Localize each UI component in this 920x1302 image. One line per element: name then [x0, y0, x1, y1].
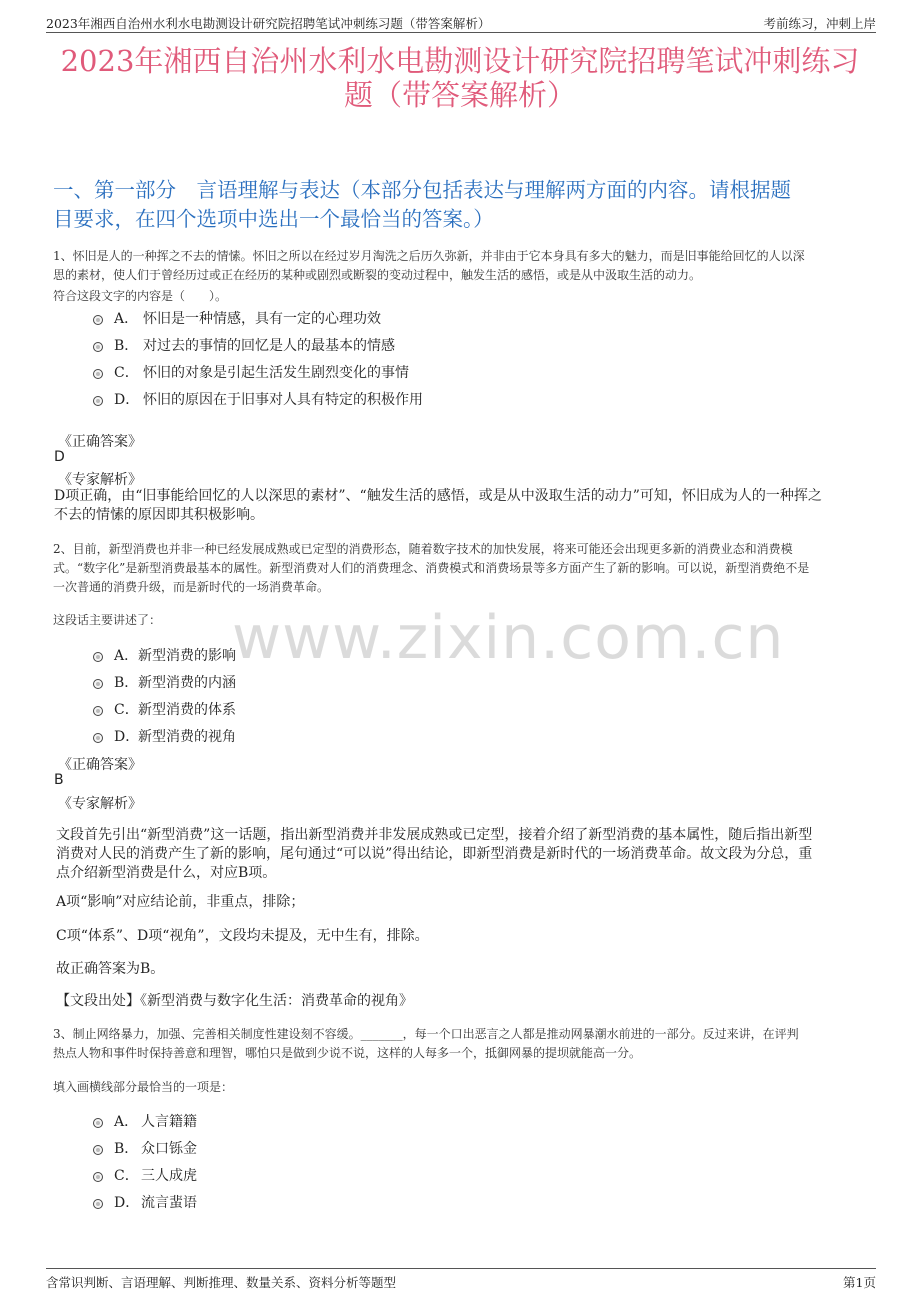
question-1-analysis	[54, 487, 876, 525]
question-2-stem: 这段话主要讲述了：	[53, 613, 162, 627]
option-letter: A．	[114, 311, 139, 327]
radio-button-icon[interactable]	[93, 369, 103, 379]
radio-button-icon[interactable]	[93, 679, 103, 689]
option-text: 流言蜚语	[141, 1195, 197, 1211]
page-header	[46, 10, 876, 33]
option-letter: D．	[114, 1195, 140, 1211]
question-2-analysis-line-2: 消费对人民的消费产生了新的影响，尾句通过“可以说”得出结论，即新型消费是新时代的一场消费革命。故文段为分总，重	[56, 846, 813, 862]
radio-button-icon[interactable]	[93, 1172, 103, 1182]
page-title	[40, 44, 880, 112]
page-footer	[46, 1268, 876, 1293]
section-heading	[53, 176, 868, 234]
section-heading-line-1: 一、第一部分 言语理解与表达（本部分包括表达与理解两方面的内容。请根据题	[53, 178, 791, 202]
question-1-answer: D	[54, 449, 65, 465]
option-text: 新型消费的影响	[138, 648, 236, 664]
page-title-line-2: 题（带答案解析）	[343, 78, 576, 112]
radio-button-icon[interactable]	[93, 315, 103, 325]
option-text: 新型消费的体系	[138, 702, 236, 718]
option-letter: C．	[114, 365, 139, 381]
question-2-answer-label: 《正确答案》	[58, 757, 142, 773]
question-3-stem: 填入画横线部分最恰当的一项是：	[53, 1080, 234, 1094]
option-letter: A．	[114, 1114, 139, 1130]
question-2-analysis-paragraph-3: C项“体系”、D项“视角”，文段均未提及，无中生有，排除。	[56, 928, 429, 944]
page-title-line-1: 2023年湘西自治州水利水电勘测设计研究院招聘笔试冲刺练习	[60, 44, 860, 78]
question-1-line-2: 思的素材，使人们于曾经历过或正在经历的某种或剧烈或断裂的变动过程中，触发生活的感悟，或是从中汲取生活的动力。	[53, 268, 702, 282]
option-letter: B．	[114, 338, 139, 354]
option-text: 对过去的事情的回忆是人的最基本的情感	[143, 338, 395, 354]
question-2-line-1: 2、目前，新型消费也并非一种已经发展成熟或已定型的消费形态，随着数字技术的加快发展，将来可能还会出现更多新的消费业态和消费模	[53, 542, 793, 556]
question-3-text	[53, 1025, 871, 1063]
option-text: 怀旧的对象是引起生活发生剧烈变化的事情	[143, 365, 409, 381]
question-2-source: 【文段出处】《新型消费与数字化生活：消费革命的视角》	[56, 993, 413, 1009]
question-1-stem: 符合这段文字的内容是（ ）。	[53, 289, 228, 303]
option-letter: C．	[114, 1168, 139, 1184]
option-letter: D．	[114, 392, 140, 408]
question-1-line-1: 1、怀旧是人的一种挥之不去的情愫。怀旧之所以在经过岁月淘洗之后历久弥新，并非由于它本身具有多大的魅力，而是旧事能给回忆的人以深	[53, 249, 805, 263]
option-text: 怀旧是一种情感，具有一定的心理功效	[143, 311, 381, 327]
radio-button-icon[interactable]	[93, 733, 103, 743]
option-letter: B．	[114, 1141, 139, 1157]
option-letter: B．	[114, 675, 139, 691]
question-2-analysis-line-3: 点介绍新型消费是什么，对应B项。	[56, 865, 277, 881]
page-number: 第1页	[843, 1275, 876, 1290]
header-doc-title: 2023年湘西自治州水利水电勘测设计研究院招聘笔试冲刺练习题（带答案解析）	[46, 16, 491, 31]
radio-button-icon[interactable]	[93, 396, 103, 406]
question-1-answer-label: 《正确答案》	[58, 434, 142, 450]
radio-button-icon[interactable]	[93, 342, 103, 352]
section-heading-line-2: 目要求，在四个选项中选出一个最恰当的答案。）	[53, 207, 494, 231]
option-letter: D．	[114, 729, 140, 745]
header-slogan: 考前练习，冲刺上岸	[763, 16, 876, 31]
question-2-analysis-label: 《专家解析》	[58, 796, 142, 812]
question-1-text	[53, 247, 871, 285]
radio-button-icon[interactable]	[93, 1199, 103, 1209]
question-1-analysis-label: 《专家解析》	[58, 472, 142, 488]
option-letter: A．	[114, 648, 139, 664]
radio-button-icon[interactable]	[93, 706, 103, 716]
option-letter: C．	[114, 702, 139, 718]
question-1-analysis-line-1: D项正确，由“旧事能给回忆的人以深思的素材”、“触发生活的感悟，或是从中汲取生活的动力”可知，怀旧成为人的一种挥之	[54, 488, 822, 504]
option-text: 新型消费的内涵	[138, 675, 236, 691]
question-2-analysis-paragraph-2: A项“影响”对应结论前，非重点，排除；	[56, 894, 305, 910]
question-2-analysis-paragraph-1	[56, 826, 878, 883]
question-2-analysis-paragraph-4: 故正确答案为B。	[56, 961, 165, 977]
option-text: 人言籍籍	[141, 1114, 197, 1130]
question-2-line-3: 一次普通的消费升级，而是新时代的一场消费革命。	[53, 580, 330, 594]
option-text: 三人成虎	[141, 1168, 197, 1184]
footer-topics: 含常识判断、言语理解、判断推理、数量关系、资料分析等题型	[46, 1275, 397, 1290]
radio-button-icon[interactable]	[93, 652, 103, 662]
question-3-line-1: 3、制止网络暴力，加强、完善相关制度性建设刻不容缓。_______，每一个口出恶言之人都是推动网暴潮水前进的一部分。反过来讲，在评判	[53, 1027, 799, 1041]
option-text: 新型消费的视角	[138, 729, 236, 745]
option-text: 众口铄金	[141, 1141, 197, 1157]
question-2-text	[53, 540, 871, 597]
option-text: 怀旧的原因在于旧事对人具有特定的积极作用	[143, 392, 423, 408]
watermark: www.zixin.com.cn	[232, 603, 785, 673]
question-3-line-2: 热点人物和事件时保持善意和理智，哪怕只是做到少说不说，这样的人每多一个，抵御网暴的提坝就能高一分。	[53, 1046, 642, 1060]
question-2-answer: B	[54, 772, 64, 788]
question-1-analysis-line-2: 不去的情愫的原因即其积极影响。	[54, 507, 264, 523]
radio-button-icon[interactable]	[93, 1145, 103, 1155]
question-2-line-2: 式。“数字化”是新型消费最基本的属性。新型消费对人们的消费理念、消费模式和消费场景等多方面产生了新的影响。可以说，新型消费绝不是	[53, 561, 810, 575]
radio-button-icon[interactable]	[93, 1118, 103, 1128]
question-2-analysis-line-1: 文段首先引出“新型消费”这一话题，指出新型消费并非发展成熟或已定型，接着介绍了新型消费的基本属性，随后指出新型	[56, 827, 813, 843]
